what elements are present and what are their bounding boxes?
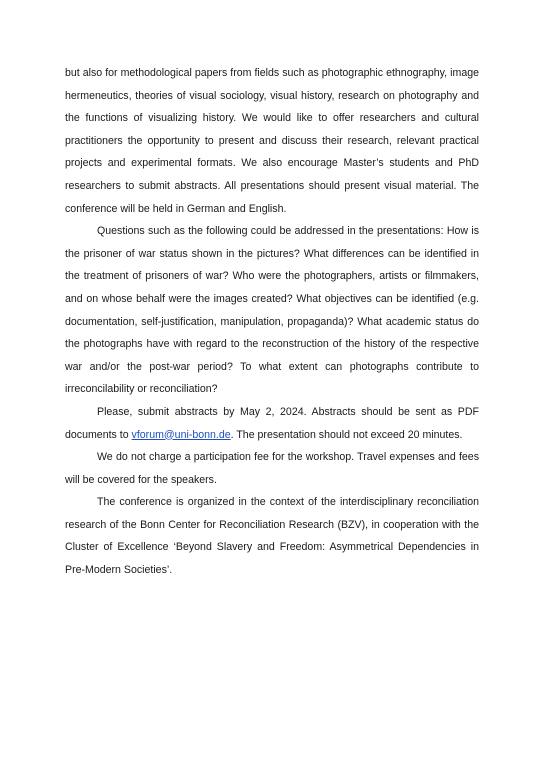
paragraph-submission <box>65 401 479 446</box>
submission-text-before: Please, submit abstracts by May 2, 2024. Abstracts should be sent as PDF documents to <box>65 405 479 441</box>
document-body <box>65 62 479 582</box>
paragraph-methodology: but also for methodological papers from fields such as photographic ethnography, image hermeneutics, theories of visual sociology, visual history, research on photography and the functions of visualizing history. We would like to offer researchers and cultural practitioners the opportunity to present and discuss their research, relevant practical projects and experimental formats. We also encourage Master’s students and PhD researchers to submit abstracts. All presentations should present visual material. The conference will be held in German and English. <box>65 67 479 215</box>
paragraph-questions: Questions such as the following could be addressed in the presentations: How is the prisoner of war status shown in the pictures? What differences can be identified in the treatment of prisoners of war? Who were the photographers, artists or filmmakers, and on whose behalf were the images created? What objectives can be identified (e.g. documentation, self-justification, manipulation, propaganda)? What academic status do the photographs have with regard to the reconstruction of the history of the respective war and/or the post-war period? To what extent can photographs contribute to irreconcilability or reconciliation? <box>65 225 479 396</box>
submission-text-after: . The presentation should not exceed 20 minutes. <box>230 428 463 441</box>
paragraph-fees: We do not charge a participation fee for the workshop. Travel expenses and fees will be covered for the speakers. <box>65 451 479 486</box>
paragraph-organization: The conference is organized in the context of the interdisciplinary reconciliation research of the Bonn Center for Reconciliation Research (BZV), in cooperation with the Cluster of Excellence ‘Beyond Slavery and Freedom: Asymmetrical Dependencies in Pre-Modern Societies’. <box>65 496 479 577</box>
email-link[interactable]: vforum@uni-bonn.de <box>131 428 231 441</box>
